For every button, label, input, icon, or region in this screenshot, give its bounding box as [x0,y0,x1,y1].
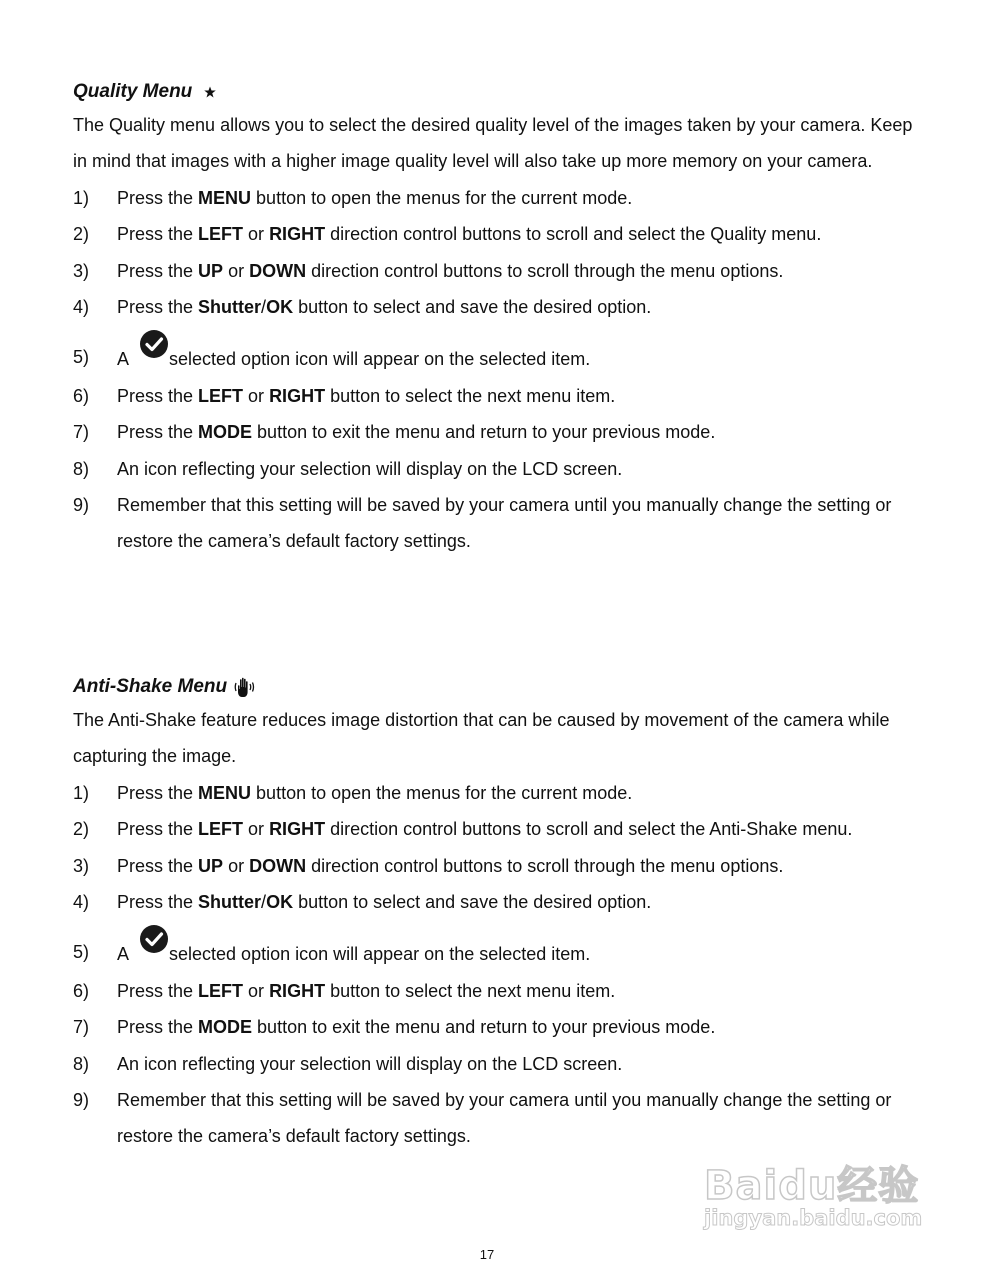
step-number: 4) [73,892,90,913]
step-text: or [243,224,270,245]
step-number: 2) [73,224,90,245]
step-keyword: LEFT [198,819,244,840]
step-text: direction control buttons to scroll through the menu options. [306,855,784,876]
step-text: or [223,260,250,281]
step-item [73,253,913,289]
step-text: Press the [117,892,199,913]
step-item [73,378,913,414]
step-keyword: RIGHT [269,385,326,406]
step-number: 9) [73,495,90,516]
step-text: Press the [117,1017,199,1038]
step-number: 8) [73,1053,90,1074]
step-text: button to exit the menu and return to your previous mode. [252,422,716,443]
step-keyword: LEFT [198,224,244,245]
step-text: Press the [117,224,199,245]
step-text: Press the [117,782,199,803]
step-text: Press the [117,385,199,406]
step-text: Press the [117,855,199,876]
step-keyword: MENU [198,187,252,208]
step-keyword: OK [266,892,294,913]
step-number: 8) [73,458,90,479]
step-number: 4) [73,297,90,318]
step-item [73,920,913,972]
step-keyword: RIGHT [269,224,326,245]
step-text: Press the [117,187,199,208]
page-number: 17 [479,1247,495,1262]
watermark-logo: Baidu经验 [704,1163,920,1209]
step-text: Remember that this setting will be saved by your camera until you manually change the setting or restore the camera’s default factory settings. [117,1090,892,1147]
section-title-text: Quality Menu [73,81,193,102]
step-item [73,289,913,325]
step-item [73,1046,913,1082]
step-text: Remember that this setting will be saved by your camera until you manually change the setting or restore the camera’s default factory settings. [117,495,892,552]
step-text: Press the [117,297,199,318]
step-item [73,451,913,487]
step-text: selected option icon will appear on the selected item. [169,944,591,965]
step-text: button to select the next menu item. [325,980,616,1001]
hand-shake-icon [233,675,257,699]
section-title-text: Anti-Shake Menu [73,676,228,697]
steps-list [73,775,913,1155]
step-item [73,180,913,216]
step-item [73,811,913,847]
step-keyword: UP [198,855,224,876]
step-keyword: RIGHT [269,819,326,840]
check-circle-icon [139,924,169,954]
step-number: 1) [73,782,90,803]
step-text: A [117,944,134,965]
step-keyword: Shutter [198,892,262,913]
step-item [73,325,913,377]
step-keyword: DOWN [249,260,307,281]
step-number: 3) [73,260,90,281]
step-keyword: MODE [198,422,253,443]
step-text: button to exit the menu and return to your previous mode. [252,1017,716,1038]
step-number: 1) [73,187,90,208]
steps-list [73,180,913,560]
step-item [73,848,913,884]
step-item [73,973,913,1009]
step-keyword: MODE [198,1017,253,1038]
step-text: An icon reflecting your selection will display on the LCD screen. [117,458,623,479]
step-text: Press the [117,980,199,1001]
step-number: 5) [73,942,90,963]
step-number: 3) [73,855,90,876]
quality-menu-section [73,77,913,560]
step-keyword: MENU [198,782,252,803]
anti-shake-menu-section [73,672,913,1155]
step-text: or [223,855,250,876]
section-intro: The Anti-Shake feature reduces image distortion that can be caused by movement of the camera while capturing the image. [73,710,890,767]
step-text: or [243,980,270,1001]
step-keyword: RIGHT [269,980,326,1001]
step-keyword: LEFT [198,980,244,1001]
watermark-url: jingyan.baidu.com [704,1206,923,1230]
section-title [73,77,913,107]
step-text: / [261,892,267,913]
step-keyword: LEFT [198,385,244,406]
step-item [73,775,913,811]
step-number: 7) [73,1017,90,1038]
step-item [73,884,913,920]
star-icon [204,86,216,98]
step-number: 6) [73,385,90,406]
step-item [73,1009,913,1045]
step-text: Press the [117,260,199,281]
step-text: direction control buttons to scroll through the menu options. [306,260,784,281]
step-keyword: UP [198,260,224,281]
step-text: Press the [117,422,199,443]
step-text: or [243,819,270,840]
step-text: / [261,297,267,318]
step-text: A [117,349,134,370]
step-text: or [243,385,270,406]
step-keyword: OK [266,297,294,318]
step-keyword: Shutter [198,297,262,318]
step-text: Press the [117,819,199,840]
step-number: 7) [73,422,90,443]
step-item [73,216,913,252]
step-number: 5) [73,347,90,368]
step-number: 9) [73,1090,90,1111]
step-number: 6) [73,980,90,1001]
step-text: direction control buttons to scroll and select the Quality menu. [325,224,822,245]
step-text: selected option icon will appear on the selected item. [169,349,591,370]
step-keyword: DOWN [249,855,307,876]
step-text: button to select and save the desired option. [293,892,652,913]
step-text: button to select the next menu item. [325,385,616,406]
section-intro: The Quality menu allows you to select the desired quality level of the images taken by your camera. Keep in mind that images with a higher image quality level will also take up more memory on your camera. [73,115,913,172]
step-text: direction control buttons to scroll and select the Anti-Shake menu. [325,819,853,840]
step-text: button to open the menus for the current mode. [251,782,633,803]
step-number: 2) [73,819,90,840]
step-text: An icon reflecting your selection will display on the LCD screen. [117,1053,623,1074]
step-text: button to open the menus for the current mode. [251,187,633,208]
step-text: button to select and save the desired option. [293,297,652,318]
check-circle-icon [139,329,169,359]
section-title [73,672,913,702]
step-item [73,414,913,450]
step-item [73,487,913,560]
baidu-watermark [700,1140,940,1240]
